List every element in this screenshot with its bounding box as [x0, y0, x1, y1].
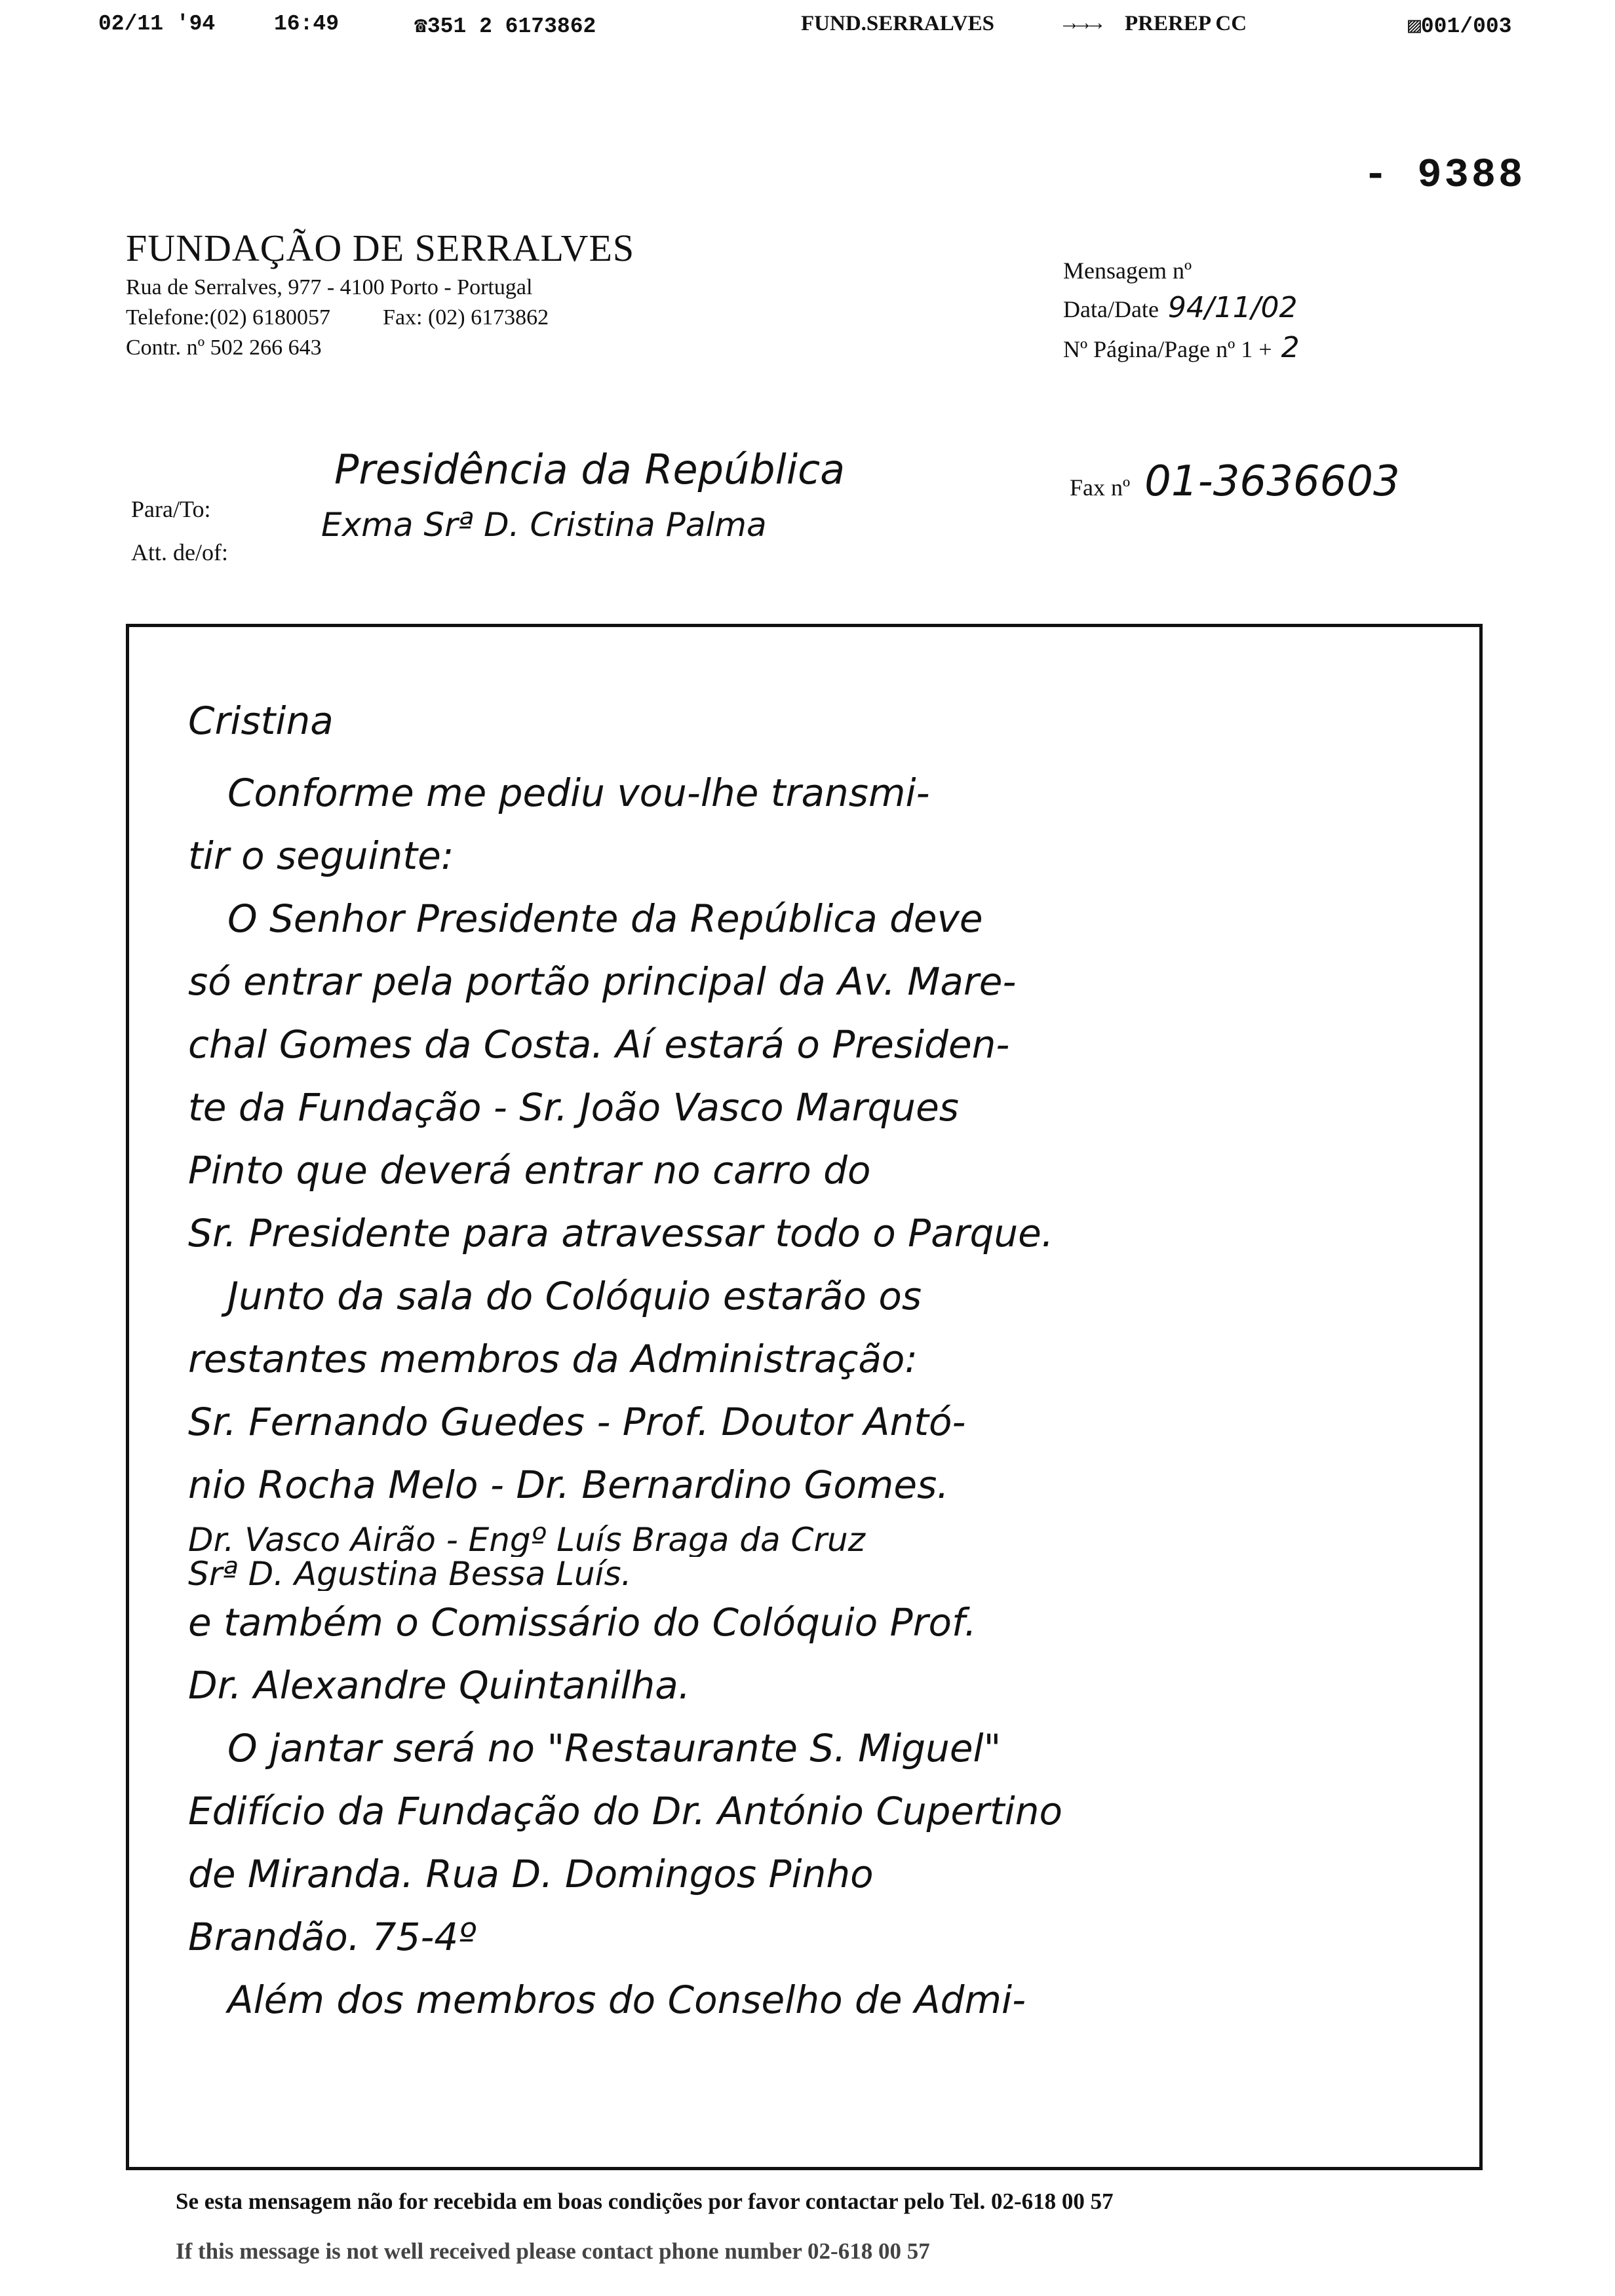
letter-line: Dr. Vasco Airão - Engº Luís Braga da Cruz — [188, 1523, 865, 1557]
document-number: - 9388 — [1363, 152, 1526, 199]
fax-phone: ☎351 2 6173862 — [414, 14, 596, 39]
letter-line: nio Rocha Melo - Dr. Bernardino Gomes. — [188, 1463, 949, 1507]
att-value: Exma Srª D. Cristina Palma — [321, 506, 767, 544]
fax-number-block — [1070, 457, 1400, 506]
letter-line: Conforme me pediu vou-lhe transmi- — [227, 771, 930, 815]
letter-line: só entrar pela portão principal da Av. Mare- — [188, 959, 1017, 1004]
letter-line: Junto da sala do Colóquio estarão os — [227, 1274, 922, 1318]
organization-block — [126, 226, 634, 360]
letter-line: Srª D. Agustina Bessa Luís. — [188, 1557, 632, 1591]
att-label: Att. de/of: — [131, 539, 228, 565]
organization-address: Rua de Serralves, 977 - 4100 Porto - Portugal — [126, 275, 533, 299]
date-value: 94/11/02 — [1167, 291, 1298, 324]
letter-line: Cristina — [188, 698, 334, 743]
para-value: Presidência da República — [334, 446, 846, 493]
organization-fax: Fax: (02) 6173862 — [383, 305, 549, 330]
fax-recipient-code: PREREP CC — [1125, 12, 1247, 35]
letter-line: de Miranda. Rua D. Domingos Pinho — [188, 1852, 874, 1896]
footer-notice — [176, 2189, 1114, 2265]
fax-date: 02/11 '94 — [98, 12, 216, 36]
message-number-label: Mensagem nº — [1063, 258, 1192, 284]
fax-number-label: Fax nº — [1070, 474, 1131, 501]
organization-telephone: Telefone:(02) 6180057 — [126, 305, 331, 330]
letter-line: Pinto que deverá entrar no carro do — [188, 1148, 871, 1193]
para-label: Para/To: — [131, 496, 211, 522]
fax-time: 16:49 — [274, 12, 340, 36]
fax-page-count: ▨001/003 — [1408, 14, 1512, 39]
letter-line: O jantar será no "Restaurante S. Miguel" — [227, 1726, 1002, 1770]
message-info — [1063, 257, 1300, 371]
letter-line: Brandão. 75-4º — [188, 1915, 477, 1959]
letter-line: Sr. Fernando Guedes - Prof. Doutor Antó- — [188, 1400, 966, 1444]
letter-line: Dr. Alexandre Quintanilha. — [188, 1663, 691, 1708]
fax-transmission-header — [0, 0, 1615, 39]
fax-sender: FUND.SERRALVES — [801, 12, 994, 35]
letter-line: te da Fundação - Sr. João Vasco Marques — [188, 1085, 959, 1130]
message-box — [126, 624, 1483, 2170]
date-label: Data/Date — [1063, 296, 1159, 322]
handwritten-letter — [188, 689, 1433, 2031]
letter-line: restantes membros da Administração: — [188, 1337, 918, 1381]
letter-line: Sr. Presidente para atravessar todo o Parque. — [188, 1211, 1054, 1255]
letter-line: e também o Comissário do Colóquio Prof. — [188, 1600, 977, 1645]
letter-line: tir o seguinte: — [188, 833, 454, 878]
organization-contributor: Contr. nº 502 266 643 — [126, 335, 322, 360]
page-value: 2 — [1281, 331, 1300, 364]
letter-line: Além dos membros do Conselho de Admi- — [227, 1978, 1026, 2022]
letter-line: chal Gomes da Costa. Aí estará o Presiden- — [188, 1022, 1010, 1067]
letter-line: Edifício da Fundação do Dr. António Cupertino — [188, 1789, 1063, 1833]
footer-line-pt: Se esta mensagem não for recebida em boas condições por favor contactar pelo Tel. 02-618 00 57 — [176, 2189, 1114, 2214]
fax-arrow-icon: →→→ — [1063, 12, 1102, 36]
footer-line-en: If this message is not well received please contact phone number 02-618 00 57 — [176, 2238, 930, 2264]
page-label: Nº Página/Page nº 1 + — [1063, 336, 1272, 362]
letter-line: O Senhor Presidente da República deve — [227, 896, 983, 941]
fax-number-value: 01-3636603 — [1144, 457, 1400, 506]
organization-name: FUNDAÇÃO DE SERRALVES — [126, 227, 635, 269]
